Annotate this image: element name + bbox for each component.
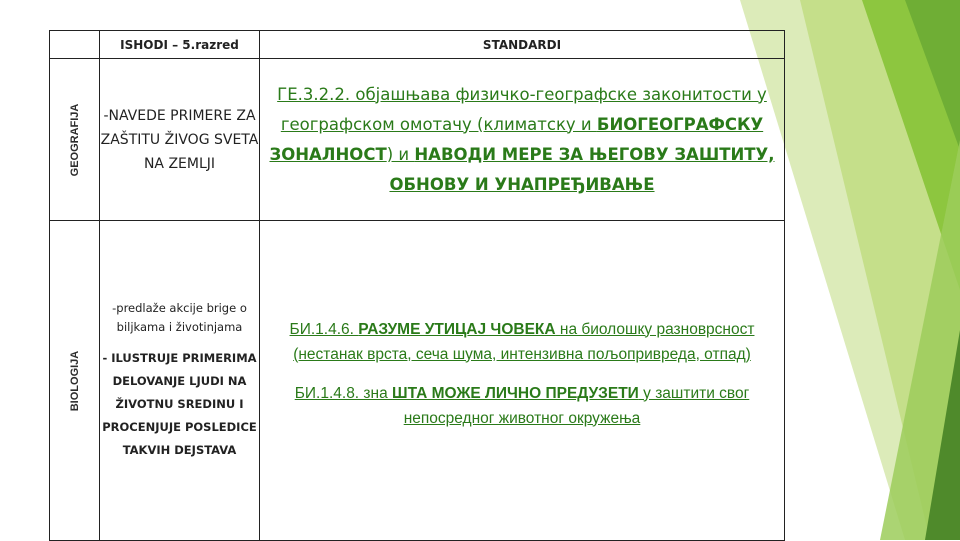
biology-standard-1-code: БИ.1.4.6.: [289, 320, 359, 338]
geography-subject-label: GEOGRAFIJA: [68, 103, 81, 176]
biology-standard-2-code: БИ.1.4.8. зна: [294, 384, 393, 402]
header-row: [50, 31, 785, 59]
biology-standard-1: [260, 317, 784, 367]
geography-standard-part2: БИОГЕОГРАФСКУ ЗОНАЛНОСТ: [269, 114, 764, 164]
geography-subject-cell: [50, 59, 100, 221]
biology-standard-2: [260, 381, 784, 431]
biology-activity: -predlaže akcije brige o biljkama i životinjama: [112, 301, 247, 334]
geography-outcome: -NAVEDE PRIMERE ZA ZAŠTITU ŽIVOG SVETA NA ZEMLJI: [100, 59, 260, 221]
geography-row: [50, 59, 785, 221]
biology-standard-2-rest: у заштити свог непосредног животног окружења: [403, 384, 750, 427]
biology-outcome-cell: [100, 221, 260, 541]
biology-subject-label: BIOLOGIJA: [68, 350, 81, 411]
biology-subject-cell: [50, 221, 100, 541]
biology-row: [50, 221, 785, 541]
biology-standards: [260, 221, 785, 541]
geography-standard-part4: НАВОДИ МЕРЕ ЗА ЊЕГОВУ ЗАШТИТУ, ОБНОВУ И УНАПРЕЂИВАЊЕ: [389, 144, 775, 194]
biology-standard-1-caps: РАЗУМЕ УТИЦАЈ ЧОВЕКА: [358, 320, 556, 338]
geography-standard-part1: ГЕ.3.2.2. објашњава физичко-географске законитости у географском омотачу (климатску и: [277, 84, 767, 134]
outcomes-header: ISHODI – 5.razred: [100, 31, 260, 59]
biology-standard-2-caps: ШТА МОЖЕ ЛИЧНО ПРЕДУЗЕТИ: [392, 384, 639, 402]
geography-standard: [260, 59, 785, 221]
header-empty-cell: [50, 31, 100, 59]
biology-outcome: - ILUSTRUJE PRIMERIMA DELOVANJE LJUDI NA ŽIVOTNU SREDINU I PROCENJUJE POSLEDICE TAKVIH DEJSTAVA: [102, 351, 257, 457]
biology-standard-1-rest: на биолошку разноврсност (нестанак врста, сеча шума, интензивна пољопривреда, отпад): [293, 320, 755, 363]
standards-header: STANDARDI: [260, 31, 785, 59]
standards-table: [49, 30, 785, 541]
geography-standard-part3: ) и: [386, 144, 415, 164]
